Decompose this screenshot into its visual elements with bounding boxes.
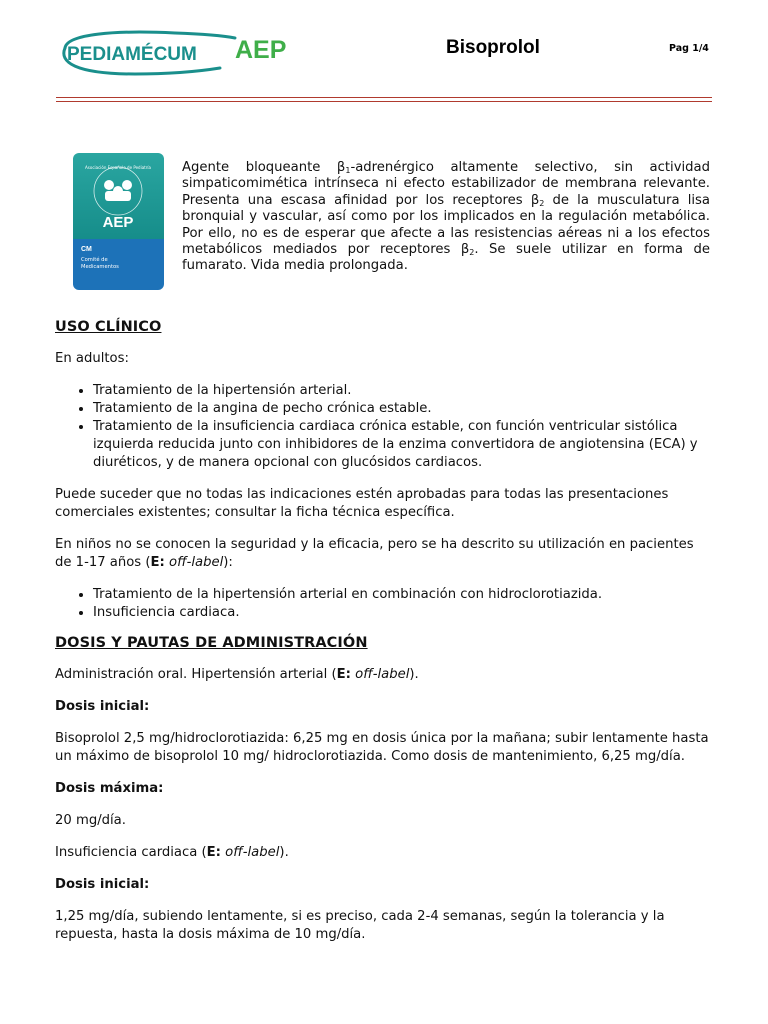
pediamecum-logo bbox=[55, 28, 305, 78]
ic-paragraph: Insuficiencia cardiaca (E: off-label). bbox=[55, 845, 289, 860]
main-content bbox=[55, 318, 712, 944]
uso-clinico-heading: USO CLÍNICO bbox=[55, 319, 162, 335]
dosis-heading: DOSIS Y PAUTAS DE ADMINISTRACIÓN bbox=[55, 635, 368, 651]
intro-paragraph: Agente bloqueante $\beta_1$-adrenérgico altamente selectivo, sin actividad simpaticomimética intrínseca ni efecto estabilizador de membrana relevante. Presenta una escasa afinidad por los receptores $\beta_2$ de la musculatura lisa bronquial y vascular, así como por los implicados en la regulación metabólica. Por ello, no es de esperar que afecte a las resistencias aéreas ni a los efectos metabólicos mediados por receptores $\beta_2$. Se suele utilizar en forma de fumarato. Vida media prolongada. bbox=[182, 160, 710, 274]
list-item: • Tratamiento de la angina de pecho crónica estable. bbox=[93, 400, 712, 418]
indications-note: Puede suceder que no todas las indicaciones estén aprobadas para todas las presentaciones comerciales existentes; consultar la ficha técnica específica. bbox=[55, 487, 669, 520]
list-item: • Tratamiento de la hipertensión arterial. bbox=[93, 382, 712, 400]
ic-inicial-label: Dosis inicial: bbox=[55, 877, 150, 892]
ic-inicial-text: 1,25 mg/día, subiendo lentamente, si es preciso, cada 2-4 semanas, según la tolerancia y la repuesta, hasta la dosis máxima de 10 mg/día. bbox=[55, 909, 665, 942]
admin-paragraph: Administración oral. Hipertensión arterial (E: off-label). bbox=[55, 667, 419, 682]
logo-text: PEDIAMÉCUM bbox=[67, 44, 197, 65]
dosis-maxima-label: Dosis máxima: bbox=[55, 781, 164, 796]
document-title: Bisoprolol bbox=[446, 37, 540, 58]
logo-aep: AEP bbox=[235, 36, 287, 64]
badge-aep: AEP bbox=[102, 214, 134, 231]
badge-line1: Comité de bbox=[81, 257, 108, 263]
list-item: • Tratamiento de la insuficiencia cardiaca crónica estable, con función ventricular sistólica izquierda reducida junto con inhibidores de la enzima convertidora de angiotensina (ECA) y diuréticos, y de manera opcional con glucósidos cardiacos. bbox=[93, 418, 712, 472]
dosis-inicial-text: Bisoprolol 2,5 mg/hidroclorotiazida: 6,25 mg en dosis única por la mañana; subir lentamente hasta un máximo de bisoprolol 10 mg/ hidroclorotiazida. Como dosis de mantenimiento, 6,25 mg/día. bbox=[55, 731, 709, 764]
list-item: • Tratamiento de la hipertensión arterial en combinación con hidroclorotiazida. bbox=[93, 586, 712, 604]
list-item: • Insuficiencia cardiaca. bbox=[93, 604, 712, 622]
aep-cm-badge bbox=[73, 153, 164, 290]
badge-line2: Medicamentos bbox=[81, 264, 119, 270]
header-rule-thin bbox=[56, 101, 712, 102]
dosis-maxima-text: 20 mg/día. bbox=[55, 813, 126, 828]
page-header bbox=[0, 0, 768, 110]
header-rule bbox=[56, 97, 712, 98]
dosis-inicial-label: Dosis inicial: bbox=[55, 699, 150, 714]
page-number: Pag 1/4 bbox=[669, 43, 709, 54]
adultos-label: En adultos: bbox=[55, 351, 129, 366]
badge-arc-text: Asociación Española de Pediatría bbox=[85, 165, 151, 170]
ninos-paragraph: En niños no se conocen la seguridad y la eficacia, pero se ha descrito su utilización en pacientes de 1-17 años (E: off-label): bbox=[55, 537, 694, 570]
ninos-list bbox=[55, 586, 712, 622]
adultos-list bbox=[55, 382, 712, 472]
badge-cm: CM bbox=[81, 246, 92, 253]
